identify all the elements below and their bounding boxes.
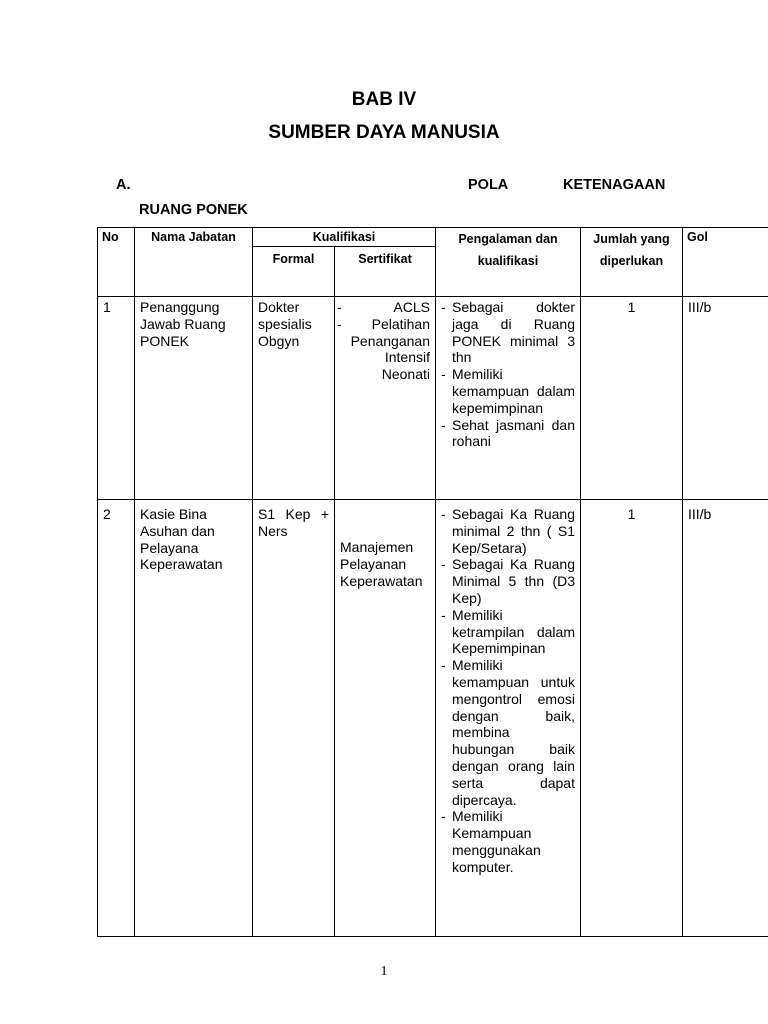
staffing-table [97,227,768,937]
page-number: 1 [380,964,388,979]
list-item: - Sebagai Ka Ruang Minimal 5 thn (D3 Kep) [441,556,575,606]
cell-sertifikat [335,297,436,500]
list-item: - Sebagai Ka Ruang minimal 2 thn ( S1 Kep/Setara) [441,506,575,556]
chapter-number: BAB IV [351,89,417,110]
cell-pengalaman [436,297,581,500]
section-title-word-1: POLA [468,177,509,193]
header-jumlah: Jumlah yang diperlukan [581,228,683,297]
section-title-word-2: KETENAGAAN [563,177,666,193]
cell-nama: Kasie Bina Asuhan dan Pelayana Keperawatan [135,500,253,937]
table-row [98,500,768,937]
table-row [98,297,768,500]
list-item: - Sebagai dokter jaga di Ruang PONEK minimal 3 thn [441,299,575,366]
list-item: - Pelatihan Penanganan Intensif Neonati [337,316,430,383]
cell-gol: III/b [683,500,768,937]
header-sertifikat: Sertifikat [335,247,436,297]
list-item: - Memiliki kemampuan untuk mengontrol emosi dengan baik, membina hubungan baik dengan orang lain serta dapat dipercaya. [441,657,575,808]
header-gol: Gol [683,228,768,297]
header-pengalaman: Pengalaman dan kualifikasi [436,228,581,297]
section-letter: A. [116,177,131,193]
cell-pengalaman [436,500,581,937]
header-formal: Formal [253,247,335,297]
header-nama-jabatan: Nama Jabatan [135,228,253,297]
list-item: - Memiliki kemampuan dalam kepemimpinan [441,366,575,416]
header-no: No [98,228,135,297]
cell-gol: III/b [683,297,768,500]
sertifikat-text: Manajemen Pelayanan Keperawatan [340,539,423,589]
cell-formal: Dokter spesialis Obgyn [253,297,335,500]
chapter-title: SUMBER DAYA MANUSIA [268,122,500,143]
list-item: - Memiliki Kemampuan menggunakan komputer. [441,808,575,875]
list-item: - Memiliki ketrampilan dalam Kepemimpinan [441,607,575,657]
cell-formal: S1 Kep + Ners [253,500,335,937]
cell-no: 2 [98,500,135,937]
cell-jumlah: 1 [581,500,683,937]
list-item: - ACLS [337,299,430,316]
cell-jumlah: 1 [581,297,683,500]
cell-nama: Penanggung Jawab Ruang PONEK [135,297,253,500]
header-kualifikasi: Kualifikasi [253,228,436,247]
section-title-line-2: RUANG PONEK [139,202,248,218]
cell-no: 1 [98,297,135,500]
list-item: - Sehat jasmani dan rohani [441,417,575,451]
cell-sertifikat [335,500,436,937]
